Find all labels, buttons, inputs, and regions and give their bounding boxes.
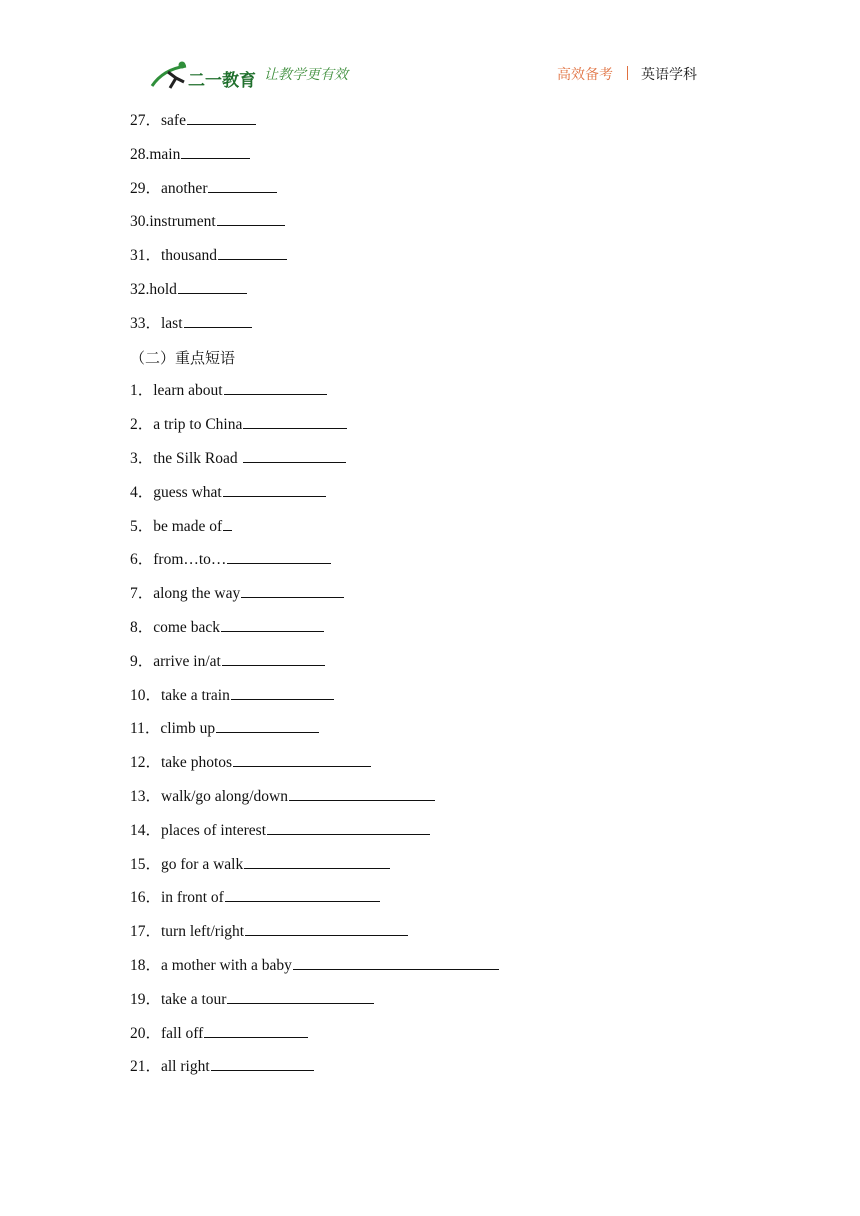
answer-blank[interactable] (243, 414, 346, 429)
item-label: 16．in front of (130, 889, 224, 907)
exercise-item (130, 854, 730, 888)
item-label: 10．take a train (130, 686, 230, 704)
phrase-list (130, 380, 730, 1090)
answer-blank[interactable] (187, 110, 256, 125)
answer-blank[interactable] (184, 313, 253, 328)
exercise-item (130, 482, 730, 516)
answer-blank[interactable] (289, 786, 435, 801)
exercise-item (130, 1056, 730, 1090)
item-label: 9．arrive in/at (130, 652, 221, 670)
item-label: 29．another (130, 179, 208, 197)
answer-blank[interactable] (204, 1023, 307, 1038)
exercise-item (130, 211, 730, 245)
exercise-item (130, 144, 730, 178)
exercise-item (130, 752, 730, 786)
item-label: 2．a trip to China (130, 416, 243, 434)
answer-blank[interactable] (221, 617, 324, 632)
item-label: 14．places of interest (130, 821, 267, 839)
exercise-item (130, 786, 730, 820)
item-label: 21．all right (130, 1058, 210, 1076)
item-label: 30.instrument (130, 213, 216, 231)
exercise-item (130, 245, 730, 279)
answer-blank[interactable] (244, 854, 390, 869)
exercise-item (130, 110, 730, 144)
answer-blank[interactable] (267, 820, 430, 835)
header-tag-exam: 高效备考 (557, 67, 613, 83)
page-header (0, 58, 860, 94)
item-label: 13．walk/go along/down (130, 787, 288, 805)
answer-blank[interactable] (223, 516, 232, 531)
item-label: 28.main (130, 145, 181, 163)
answer-blank[interactable] (225, 887, 380, 902)
item-label: 27．safe (130, 112, 186, 129)
answer-blank[interactable] (224, 380, 327, 395)
answer-blank[interactable] (227, 989, 373, 1004)
exercise-item (130, 820, 730, 854)
logo (146, 58, 258, 94)
exercise-item (130, 448, 730, 482)
exercise-item (130, 583, 730, 617)
answer-blank[interactable] (208, 178, 277, 193)
answer-blank[interactable] (218, 245, 287, 260)
exercise-item (130, 718, 730, 752)
exercise-item (130, 279, 730, 313)
item-label: 6．from…to… (130, 551, 227, 569)
exercise-item (130, 989, 730, 1023)
runner-logo-icon (152, 62, 186, 89)
exercise-item (130, 178, 730, 212)
item-label: 20．fall off (130, 1024, 204, 1042)
exercise-item (130, 313, 730, 347)
exercise-item (130, 516, 730, 550)
answer-blank[interactable] (211, 1056, 314, 1071)
answer-blank[interactable] (241, 583, 344, 598)
exercise-item (130, 651, 730, 685)
exercise-item (130, 1023, 730, 1057)
item-label: 19．take a tour (130, 990, 227, 1008)
exercise-item (130, 921, 730, 955)
answer-blank[interactable] (227, 549, 330, 564)
answer-blank[interactable] (178, 279, 247, 294)
item-label: 18．a mother with a baby (130, 956, 292, 974)
answer-blank[interactable] (181, 144, 250, 159)
exercise-item (130, 955, 730, 989)
item-label: 5．be made of (130, 517, 223, 535)
header-tag-subject: 英语学科 (641, 67, 697, 83)
exercise-item (130, 380, 730, 414)
slogan: 让教学更有效 (264, 67, 348, 83)
item-label: 17．turn left/right (130, 923, 245, 941)
vocabulary-list (130, 110, 730, 347)
exercise-item (130, 549, 730, 583)
item-label: 12．take photos (130, 754, 233, 772)
answer-blank[interactable] (293, 955, 499, 970)
exercise-item (130, 685, 730, 719)
answer-blank[interactable] (222, 651, 325, 666)
answer-blank[interactable] (217, 211, 286, 226)
item-label: 1．learn about (130, 382, 223, 400)
header-divider (627, 66, 628, 80)
item-label: 4．guess what (130, 483, 222, 501)
logo-text: 二一教育 (188, 71, 256, 91)
item-label: 3．the Silk Road (130, 449, 242, 467)
section-title: （二）重点短语 (130, 348, 236, 367)
item-label: 31．thousand (130, 247, 217, 265)
answer-blank[interactable] (245, 921, 408, 936)
item-label: 8．come back (130, 618, 220, 636)
worksheet-body (130, 110, 730, 1090)
item-label: 15．go for a walk (130, 855, 244, 873)
answer-blank[interactable] (231, 685, 334, 700)
answer-blank[interactable] (216, 718, 319, 733)
answer-blank[interactable] (243, 448, 346, 463)
item-label: 7．along the way (130, 585, 241, 603)
item-label: 11．climb up (130, 720, 216, 738)
answer-blank[interactable] (223, 482, 326, 497)
exercise-item (130, 887, 730, 921)
exercise-item (130, 617, 730, 651)
item-label: 32.hold (130, 280, 177, 298)
item-label: 33．last (130, 314, 183, 332)
answer-blank[interactable] (233, 752, 371, 767)
exercise-item (130, 414, 730, 448)
